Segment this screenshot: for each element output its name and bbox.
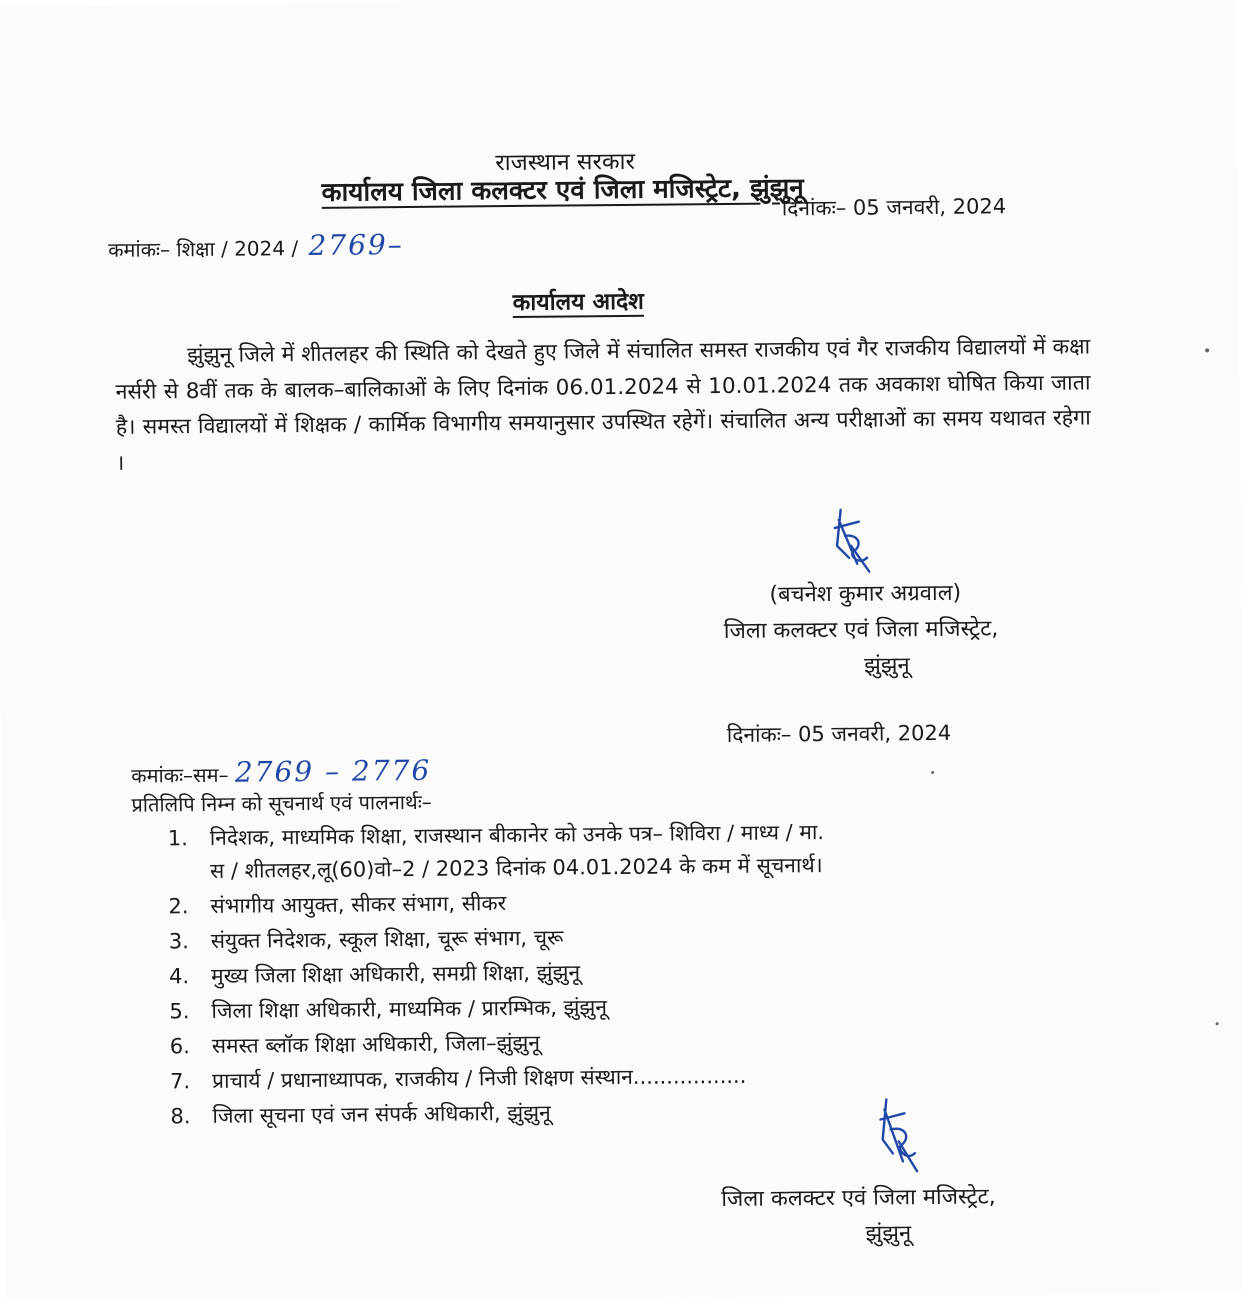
order-date: दिनांकः– 05 जनवरी, 2024 <box>781 194 1007 221</box>
paper-speck <box>1205 348 1209 352</box>
recipient-list <box>168 816 827 1135</box>
signatory-designation-2: जिला कलक्टर एवं जिला मजिस्ट्रेट, <box>721 1184 996 1213</box>
order-title: कार्यालय आदेश <box>512 288 645 317</box>
list-item <box>168 884 825 923</box>
copy-date: दिनांकः– 05 जनवरी, 2024 <box>726 720 952 747</box>
list-item <box>169 954 826 993</box>
order-body: झुंझुनू जिले में शीतलहर की स्थिति को देखते हुए जिले में संचालित समस्त राजकीय एवं गैर राजकीय विद्यालयों में कक्षा नर्सरी से 8वीं तक के बालक–बालिकाओं के लिए दिनांक 06.01.2024 से 10.01.2024 तक अवकाश घोषित किया जाता है। समस्त विद्यालयों में शिक्षक / कार्मिक विभागीय समयानुसार उपस्थित रहेगें। संचालित अन्य परीक्षाओं का समय यथावत रहेगा । <box>115 334 1091 476</box>
paper-speck <box>931 771 934 774</box>
list-item-text: मुख्य जिला शिक्षा अधिकारी, समग्री शिक्षा, झुंझुनू <box>210 960 581 988</box>
list-item-number: 8. <box>170 1104 191 1129</box>
list-item-text: जिला शिक्षा अधिकारी, माध्यमिक / प्रारम्भिक, झुंझुनू <box>211 995 608 1023</box>
list-item-number: 3. <box>168 929 189 954</box>
list-item-text: जिला सूचना एवं जन संपर्क अधिकारी, झुंझुनू <box>212 1100 551 1128</box>
signatory-designation: जिला कलक्टर एवं जिला मजिस्ट्रेट, <box>723 616 999 645</box>
list-item <box>170 1094 827 1133</box>
list-item-text: निदेशक, माध्यमिक शिक्षा, राजस्थान बीकानेर को उनके पत्र– शिविरा / माध्य / मा. <box>209 820 825 850</box>
list-item-text: संभागीय आयुक्त, सीकर संभाग, सीकर <box>210 891 507 918</box>
order-reference-label: कमांकः– शिक्षा / 2024 / <box>108 236 299 262</box>
list-item <box>169 919 826 958</box>
signatory-name: (बचनेश कुमार अग्रवाल) <box>769 580 962 608</box>
signatory-place-2: झुंझुनू <box>865 1221 912 1247</box>
list-item-text: प्राचार्य / प्रधानाध्यापक, राजकीय / निजी शिक्षण संस्थान................. <box>212 1063 747 1093</box>
order-reference-handwritten: 2769– <box>308 228 404 262</box>
signature-mark-2 <box>868 1095 929 1176</box>
list-item-number: 5. <box>169 999 190 1024</box>
list-item-number: 6. <box>169 1034 190 1059</box>
signatory-place: झुंझुनू <box>864 653 910 679</box>
office-heading: कार्यालय जिला कलक्टर एवं जिला मजिस्ट्रेट, झुंझुनू <box>321 173 804 208</box>
list-item <box>169 989 826 1028</box>
copy-reference-label: कमांकः–सम– <box>131 762 229 788</box>
copy-intro: प्रतिलिपि निम्न को सूचनार्थ एवं पालनार्थः– <box>131 789 432 817</box>
copy-reference <box>131 754 431 790</box>
list-item-text: समस्त ब्लॉक शिक्षा अधिकारी, जिला–झुंझुनू <box>211 1030 541 1058</box>
list-item-text: संयुक्त निदेशक, स्कूल शिक्षा, चूरू संभाग, चूरू <box>210 925 564 953</box>
government-heading: राजस्थान सरकार <box>495 148 636 177</box>
copy-reference-handwritten: 2769 – 2776 <box>234 753 432 789</box>
list-item <box>170 1059 827 1098</box>
order-reference <box>108 228 404 264</box>
list-item-number: 7. <box>170 1069 191 1094</box>
list-item-number: 2. <box>168 894 189 919</box>
list-item <box>168 816 825 888</box>
list-item-number: 1. <box>167 826 188 851</box>
list-item <box>170 1024 827 1063</box>
list-item-number: 4. <box>168 964 190 989</box>
signature-mark-1 <box>819 506 880 577</box>
list-item-text-continued: स / शीतलहर,लू(60)वो–2 / 2023 दिनांक 04.01.2024 के कम में सूचनार्थ। <box>209 853 823 883</box>
paper-speck <box>1216 1022 1219 1025</box>
